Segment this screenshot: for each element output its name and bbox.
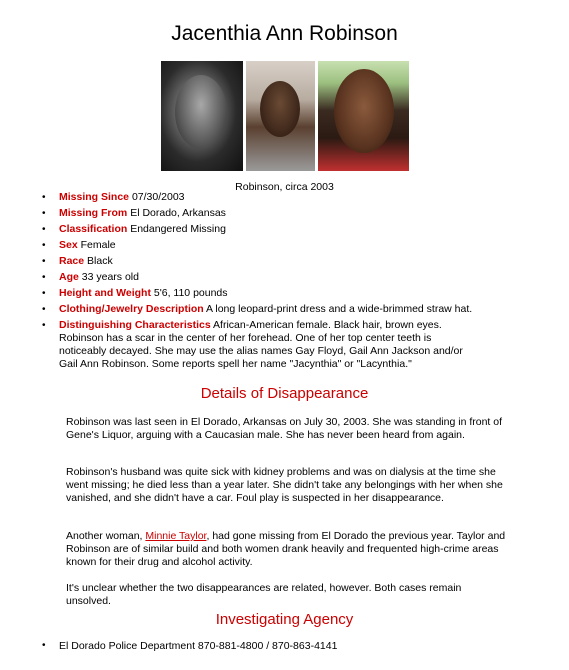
list-item (0, 303, 480, 316)
fact-value: African-American female. Black hair, brown eyes. Robinson has a scar in the center of her forehead. One of her top center teeth is noticeably decayed. She may use the alias names Gay Floyd, Gail Ann Jackson and/or Gail Ann Robinson. Some reports spell her name "Jacynthia" or "Lacynthia." (59, 319, 463, 370)
list-item (0, 207, 480, 220)
fact-label: Missing From (59, 207, 128, 219)
details-heading: Details of Disappearance (200, 385, 369, 402)
agency-heading: Investigating Agency (215, 611, 354, 628)
details-paragraph-4: It's unclear whether the two disappearances are related, however. Both cases remain unsolved. (66, 582, 462, 608)
agency-contact: El Dorado Police Department 870-881-4800 / 870-863-4141 (59, 640, 338, 652)
list-item (0, 319, 480, 371)
photo-1 (161, 61, 243, 171)
fact-label: Height and Weight (59, 287, 151, 299)
list-item (0, 239, 480, 252)
fact-value: 07/30/2003 (131, 191, 185, 203)
fact-value: A long leopard-print dress and a wide-brimmed straw hat. (206, 303, 473, 315)
page-title: Jacenthia Ann Robinson (171, 22, 398, 45)
fact-value: Black (87, 255, 113, 267)
fact-value: Female (80, 239, 116, 251)
list-item (0, 287, 480, 300)
bullet-icon: • (42, 640, 46, 651)
photo-2 (246, 61, 315, 171)
list-item (0, 223, 480, 236)
fact-value: 33 years old (81, 271, 139, 283)
details-paragraph-3 (66, 530, 506, 570)
details-paragraph-1: Robinson was last seen in El Dorado, Arkansas on July 30, 2003. She was standing in front of Gene's Liquor, arguing with a Caucasian male. She has never been heard from again. (66, 416, 503, 442)
list-item (0, 255, 480, 268)
details-paragraph-2: Robinson's husband was quite sick with kidney problems and was on dialysis at the time she went missing; he died less than a year later. She didn't take any belongings with her when she vanished, and she didn't have a car. Foul play is suspected in her disappearance. (66, 466, 503, 505)
fact-label: Age (59, 271, 79, 283)
paragraph-text: , had gone missing from El Dorado the previous year. Taylor and Robinson are of similar build and both women drank heavily and frequented high-crime areas known for their drug and alcohol activity. (66, 530, 506, 569)
fact-label: Distinguishing Characteristics (59, 319, 211, 331)
fact-label: Missing Since (59, 191, 130, 203)
minnie-taylor-link[interactable]: Minnie Taylor (145, 530, 207, 542)
photo-strip (161, 61, 409, 171)
photo-caption: Robinson, circa 2003 (235, 181, 334, 193)
fact-value: El Dorado, Arkansas (130, 207, 226, 219)
list-item (0, 271, 480, 284)
paragraph-text: Another woman, (66, 530, 146, 542)
list-item (0, 191, 480, 204)
fact-label: Sex (59, 239, 78, 251)
fact-value: Endangered Missing (130, 223, 226, 235)
fact-label: Clothing/Jewelry Description (59, 303, 204, 315)
photo-3 (318, 61, 409, 171)
fact-label: Race (59, 255, 85, 267)
fact-value: 5'6, 110 pounds (153, 287, 228, 299)
facts-list (0, 191, 480, 374)
fact-label: Classification (59, 223, 128, 235)
